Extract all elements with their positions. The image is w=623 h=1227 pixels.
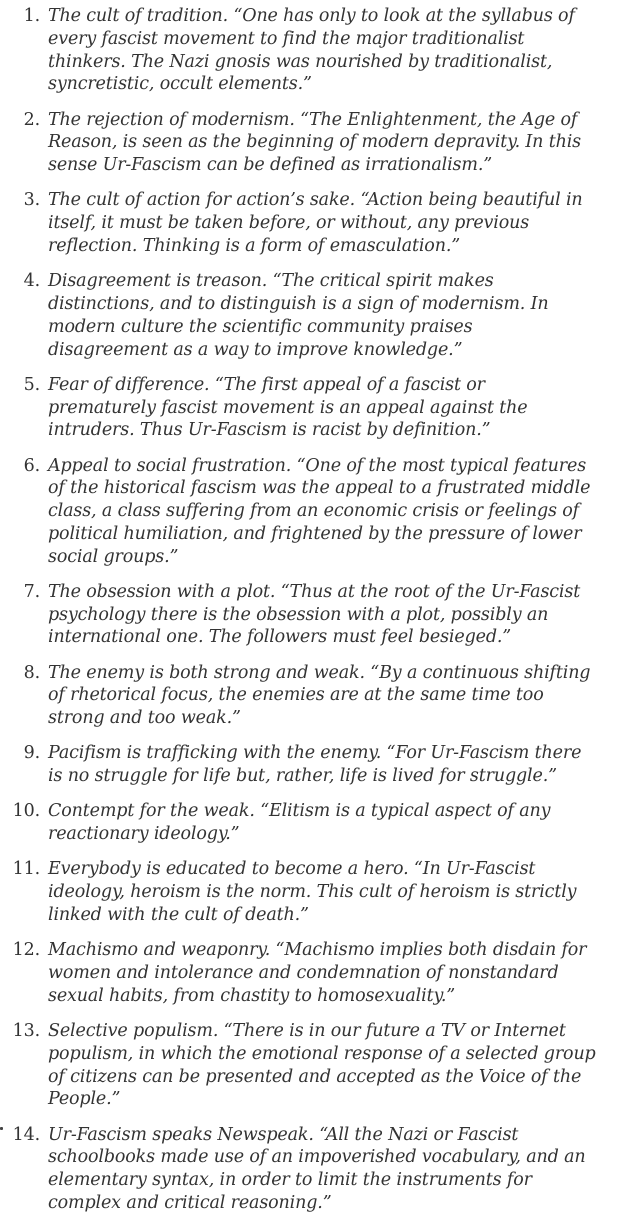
item-text-line: thinkers. The Nazi gnosis was nourished by traditionalist, bbox=[48, 51, 553, 72]
item-text-line: reflection. Thinking is a form of emasculation.” bbox=[48, 235, 461, 256]
item-text-line: every fascist movement to find the major traditionalist bbox=[48, 28, 525, 49]
item-text-line: of rhetorical focus, the enemies are at the same time too bbox=[48, 685, 544, 706]
item-text-line: Disagreement is treason. “The critical spirit makes bbox=[48, 271, 494, 292]
item-number: 6. bbox=[23, 455, 40, 476]
item-text-line: modern culture the scientific community praises bbox=[48, 316, 473, 337]
item-text-line: Everybody is educated to become a hero. “In Ur-Fascist bbox=[48, 859, 536, 880]
list-item bbox=[0, 455, 623, 569]
item-number: 4. bbox=[23, 271, 40, 292]
item-number: 8. bbox=[23, 662, 40, 683]
item-text-line: syncretistic, occult elements.” bbox=[48, 74, 312, 95]
item-number: 2. bbox=[23, 109, 40, 130]
item-number: 5. bbox=[23, 374, 40, 395]
item-number: 13. bbox=[12, 1020, 40, 1041]
list-item bbox=[0, 662, 623, 730]
item-text-line: is no struggle for life but, rather, life is lived for struggle.” bbox=[48, 766, 557, 787]
item-text-line: schoolbooks made use of an impoverished vocabulary, and an bbox=[48, 1147, 586, 1168]
item-text-line: intruders. Thus Ur-Fascism is racist by definition.” bbox=[48, 420, 491, 441]
item-number: 9. bbox=[23, 743, 40, 764]
item-text-line: Fear of difference. “The first appeal of a fascist or bbox=[48, 374, 485, 395]
item-text-line: of the historical fascism was the appeal to a frustrated middle bbox=[48, 478, 591, 499]
item-text-line: People.” bbox=[48, 1089, 121, 1110]
list-item bbox=[0, 1020, 623, 1111]
item-number: 1. bbox=[23, 6, 40, 26]
item-text-line: political humiliation, and frightened by the pressure of lower bbox=[48, 523, 582, 544]
item-text-line: The cult of tradition. “One has only to look at the syllabus of bbox=[48, 6, 575, 26]
item-number: 14. bbox=[12, 1124, 40, 1145]
list-item bbox=[0, 374, 623, 442]
list-item bbox=[0, 1124, 623, 1215]
edge-mark bbox=[0, 1127, 3, 1130]
item-text-line: ideology, heroism is the norm. This cult of heroism is strictly bbox=[48, 882, 577, 903]
item-text-line: sexual habits, from chastity to homosexuality.” bbox=[48, 985, 456, 1006]
list-item bbox=[0, 5, 623, 96]
numbered-list bbox=[0, 5, 623, 1227]
item-number: 7. bbox=[23, 581, 40, 602]
item-text-line: The rejection of modernism. “The Enlightenment, the Age of bbox=[48, 109, 578, 130]
item-text-line: international one. The followers must feel besieged.” bbox=[48, 627, 512, 648]
item-text-line: strong and too weak.” bbox=[48, 708, 241, 729]
item-text-line: sense Ur-Fascism can be defined as irrationalism.” bbox=[48, 155, 493, 176]
list-item bbox=[0, 939, 623, 1007]
item-text-line: social groups.” bbox=[48, 546, 179, 567]
item-text-line: Contempt for the weak. “Elitism is a typical aspect of any bbox=[48, 801, 551, 822]
item-text-line: of citizens can be presented and accepted as the Voice of the bbox=[48, 1066, 582, 1087]
item-text-line: Selective populism. “There is in our future a TV or Internet bbox=[48, 1020, 566, 1041]
item-text-line: The obsession with a plot. “Thus at the root of the Ur-Fascist bbox=[48, 581, 581, 602]
item-text-line: elementary syntax, in order to limit the instruments for bbox=[48, 1170, 532, 1191]
item-text-line: women and intolerance and condemnation of nonstandard bbox=[48, 962, 559, 983]
item-number: 11. bbox=[12, 859, 40, 880]
item-text-line: complex and critical reasoning.” bbox=[48, 1192, 332, 1213]
item-number: 3. bbox=[23, 190, 40, 211]
item-text-line: linked with the cult of death.” bbox=[48, 905, 309, 925]
item-text-line: class, a class suffering from an economic crisis or feelings of bbox=[48, 501, 579, 522]
list-item bbox=[0, 109, 623, 177]
item-text-line: Machismo and weaponry. “Machismo implies both disdain for bbox=[48, 940, 587, 961]
item-text-line: The cult of action for action’s sake. “Action being beautiful in bbox=[48, 190, 583, 211]
item-text-line: Pacifism is trafficking with the enemy. “For Ur-Fascism there bbox=[48, 743, 582, 764]
item-text-line: prematurely fascist movement is an appeal against the bbox=[48, 397, 528, 418]
item-text-line: disagreement as a way to improve knowledge.” bbox=[48, 339, 463, 360]
list-item bbox=[0, 189, 623, 257]
list-item bbox=[0, 800, 623, 846]
list-item bbox=[0, 742, 623, 788]
item-text-line: populism, in which the emotional response of a selected group bbox=[48, 1043, 596, 1064]
item-text-line: The enemy is both strong and weak. “By a continuous shifting bbox=[48, 662, 591, 683]
list-item bbox=[0, 581, 623, 649]
item-text-line: reactionary ideology.” bbox=[48, 824, 240, 845]
item-text-line: psychology there is the obsession with a plot, possibly an bbox=[48, 604, 549, 625]
list-item bbox=[0, 858, 623, 926]
item-text-line: Appeal to social frustration. “One of the most typical features bbox=[48, 455, 587, 476]
list-item bbox=[0, 270, 623, 361]
item-number: 10. bbox=[12, 801, 40, 822]
item-text-line: Reason, is seen as the beginning of modern depravity. In this bbox=[48, 132, 581, 153]
item-text-line: distinctions, and to distinguish is a sign of modernism. In bbox=[48, 293, 549, 314]
item-text-line: itself, it must be taken before, or without, any previous bbox=[48, 213, 530, 234]
item-number: 12. bbox=[12, 940, 40, 961]
item-text-line: Ur-Fascism speaks Newspeak. “All the Nazi or Fascist bbox=[48, 1124, 519, 1145]
